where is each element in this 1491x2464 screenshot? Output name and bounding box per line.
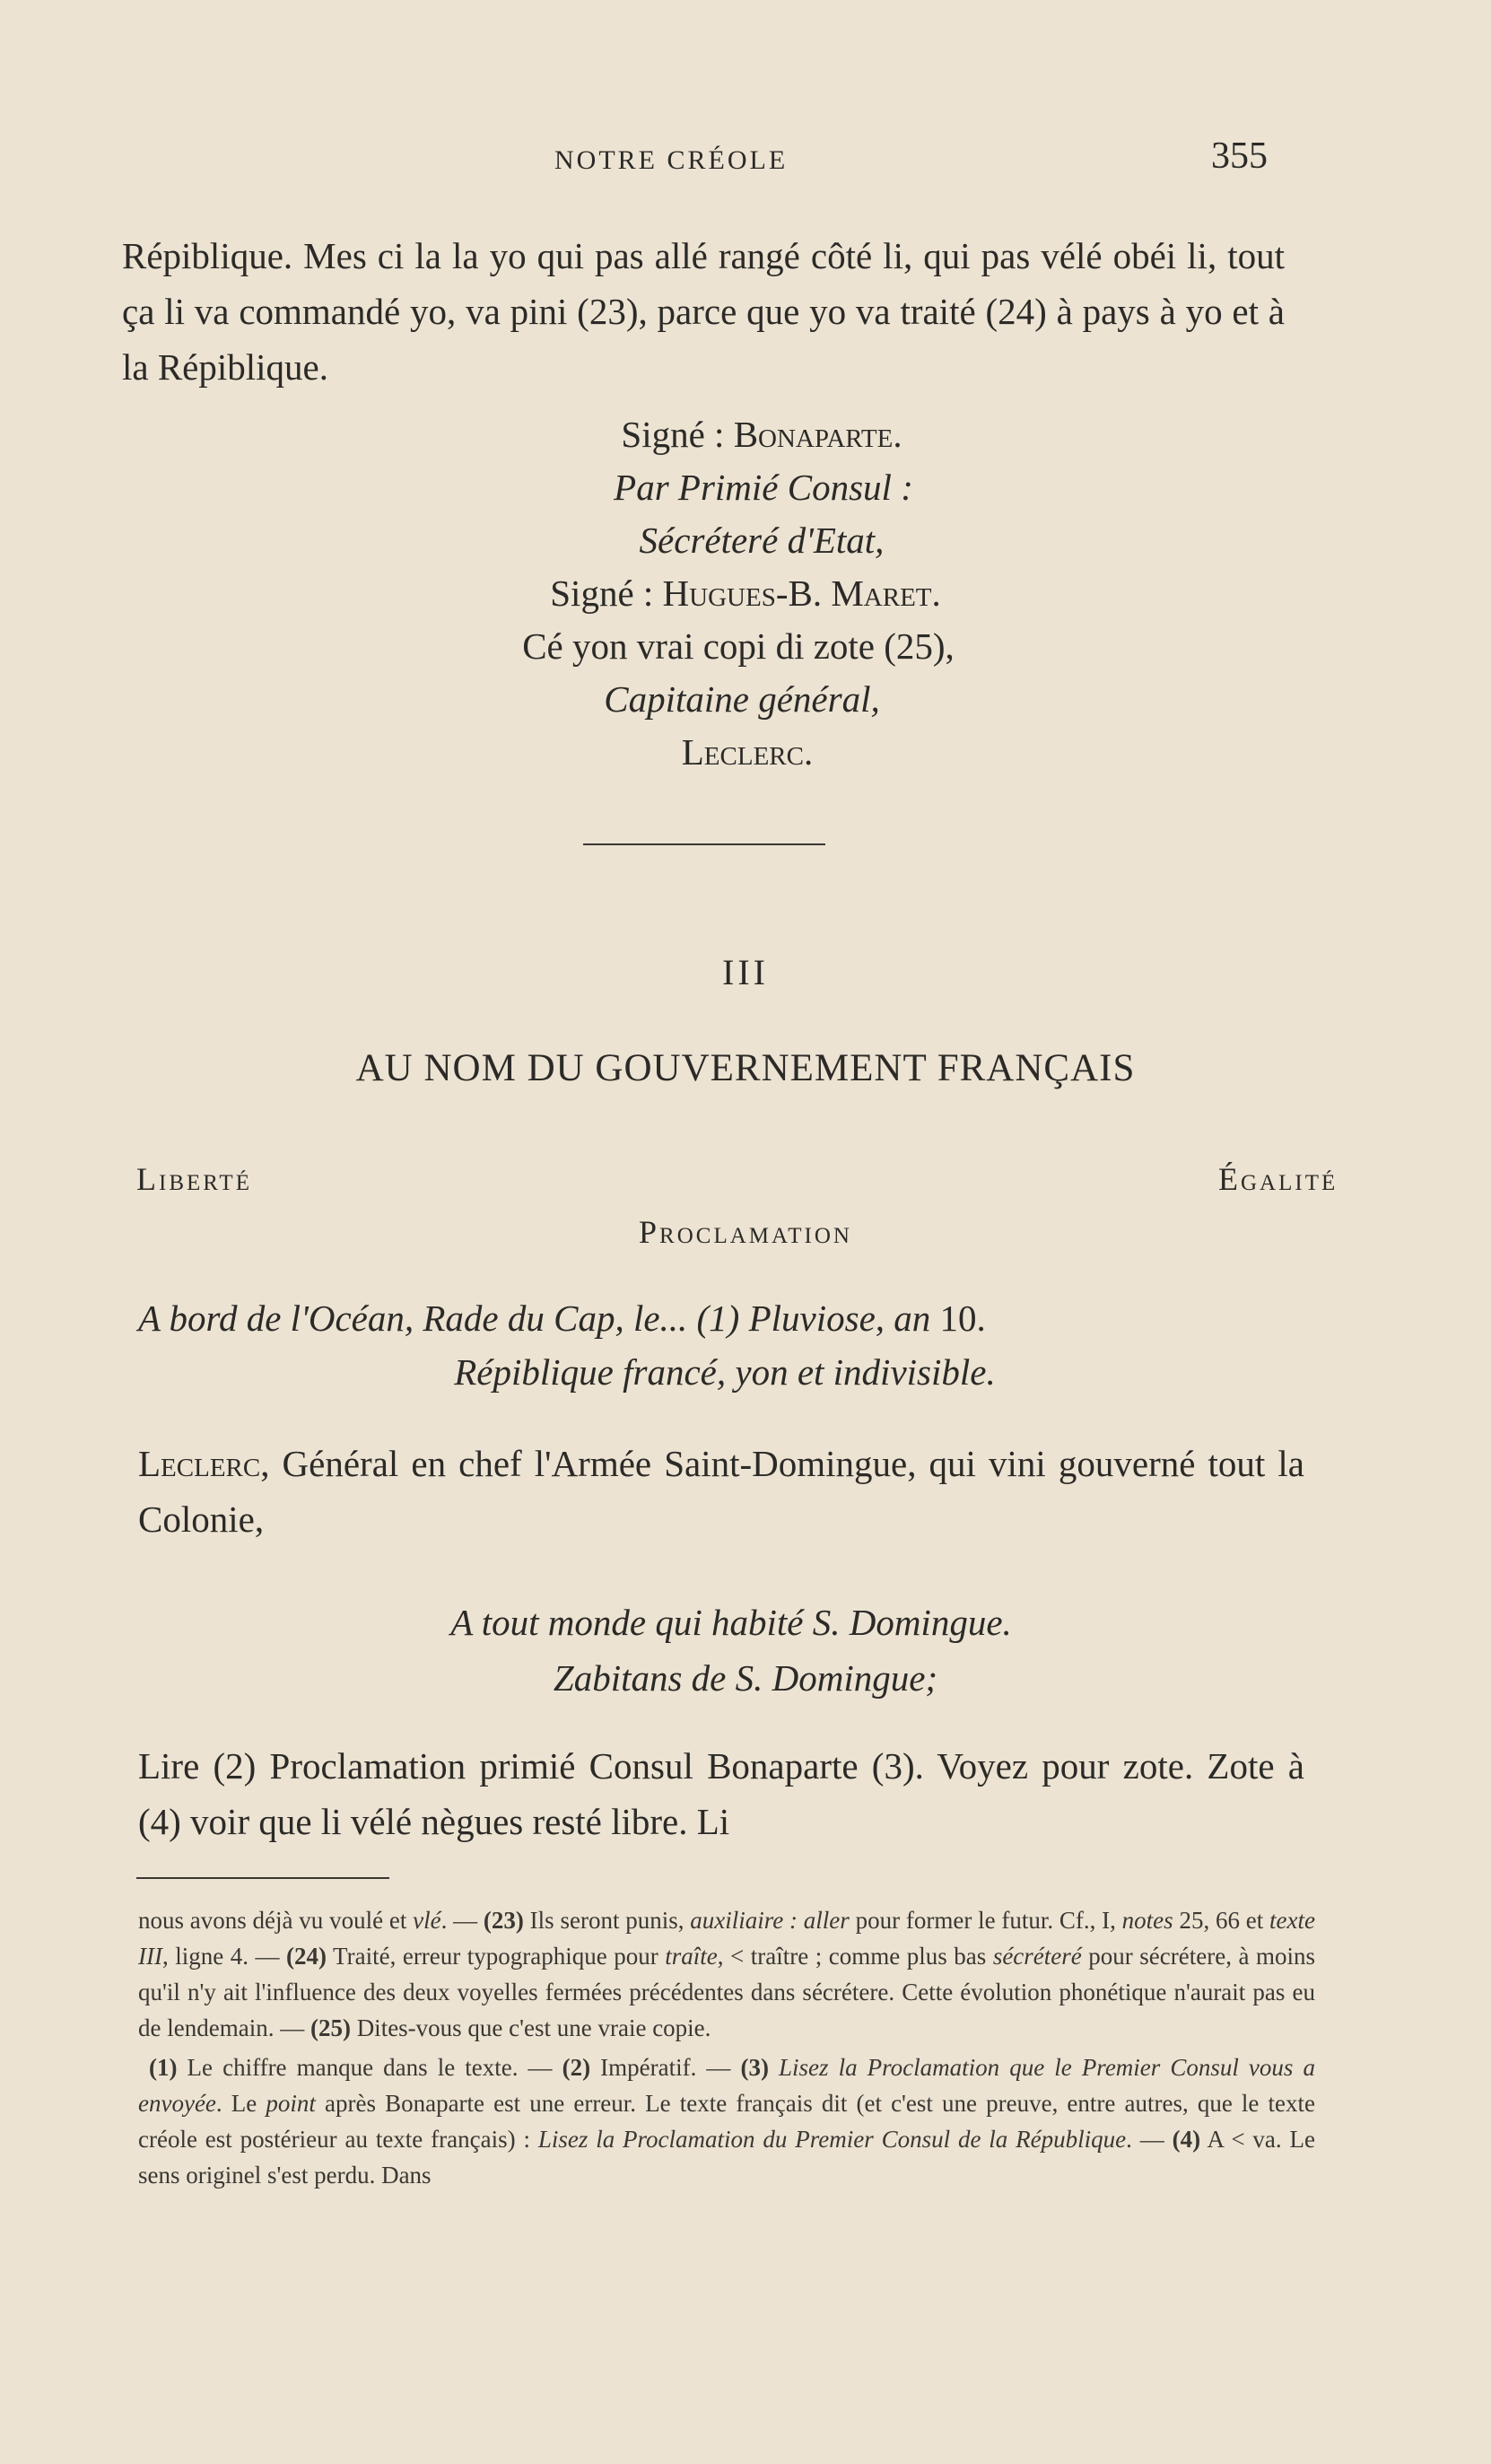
motto-liberte: Liberté — [136, 1161, 252, 1197]
footnotes — [138, 1902, 1315, 2193]
section-number: III — [722, 952, 769, 992]
signature-block — [0, 408, 1491, 779]
signature-line-secretary: Sécréteré d'Etat, — [639, 520, 885, 561]
signature-line-maret: Signé : Hugues-B. Maret. — [550, 572, 941, 614]
signature-line-copy: Cé yon vrai copi di zote (25), — [522, 625, 955, 667]
footnote-paragraph: nous avons déjà vu voulé et vlé. — (23) Ils seront punis, auxiliaire : aller pour former le futur. Cf., I, notes 25, 66 et texte III, ligne 4. — (24) Traité, erreur typographique pour traîte, < traître ; comme plus bas sécréteré pour sécrétere, à moins qu'il n'y ait l'influence des deux voyelles fermées précédentes dans sécrétere. Cette évolution phonétique n'aurait pas eu de lendemain. — (25) Dites-vous que c'est une vraie copie. — [138, 1907, 1315, 2041]
motto-egalite: Égalité — [1218, 1161, 1338, 1197]
page-number: 355 — [1211, 135, 1268, 177]
signature-line-captain: Capitaine général, — [604, 678, 880, 720]
lire-paragraph: Lire (2) Proclamation primié Consul Bonaparte (3). Voyez pour zote. Zote à (4) voir que li vélé nègues resté libre. Li — [138, 1745, 1304, 1842]
proclamation-heading: Proclamation — [639, 1214, 852, 1250]
dateline-republic: Répiblique francé, yon et indivisible. — [454, 1351, 996, 1393]
footnote-rule — [136, 1877, 389, 1879]
section-divider — [583, 843, 825, 845]
leclerc-paragraph: Leclerc, Général en chef l'Armée Saint-Domingue, qui vini gouverné tout la Colonie, — [138, 1443, 1304, 1540]
address-block — [0, 1595, 1491, 1706]
dateline: A bord de l'Océan, Rade du Cap, le... (1) Pluviose, an 10. — [138, 1298, 986, 1339]
signature-line-leclerc: Leclerc. — [681, 731, 814, 773]
running-title: NOTRE CRÉOLE — [554, 145, 789, 175]
section-title: AU NOM DU GOUVERNEMENT FRANÇAIS — [355, 1047, 1136, 1089]
signature-line-consul: Par Primié Consul : — [614, 467, 913, 508]
opening-paragraph: Répiblique. Mes ci la la yo qui pas allé rangé côté li, qui pas vélé obéi li, tout ça li va commandé yo, va pini (23), parce que yo va traité (24) à pays à yo et à la Répiblique. — [122, 235, 1285, 388]
address-line-2: Zabitans de S. Domingue; — [553, 1657, 938, 1699]
footnote-paragraph: (1) Le chiffre manque dans le texte. — (2) Impératif. — (3) Lisez la Proclamation que le Premier Consul vous a envoyée. Le point après Bonaparte est une erreur. Le texte français dit (et c'est une preuve, entre autres, que le texte créole est postérieur au texte français) : Lisez la Proclamation du Premier Consul de la République. — (4) A < va. Le sens originel s'est perdu. Dans — [138, 2054, 1315, 2189]
address-line-1: A tout monde qui habité S. Domingue. — [450, 1602, 1012, 1643]
signature-line-bonaparte: Signé : Bonaparte. — [621, 414, 902, 455]
